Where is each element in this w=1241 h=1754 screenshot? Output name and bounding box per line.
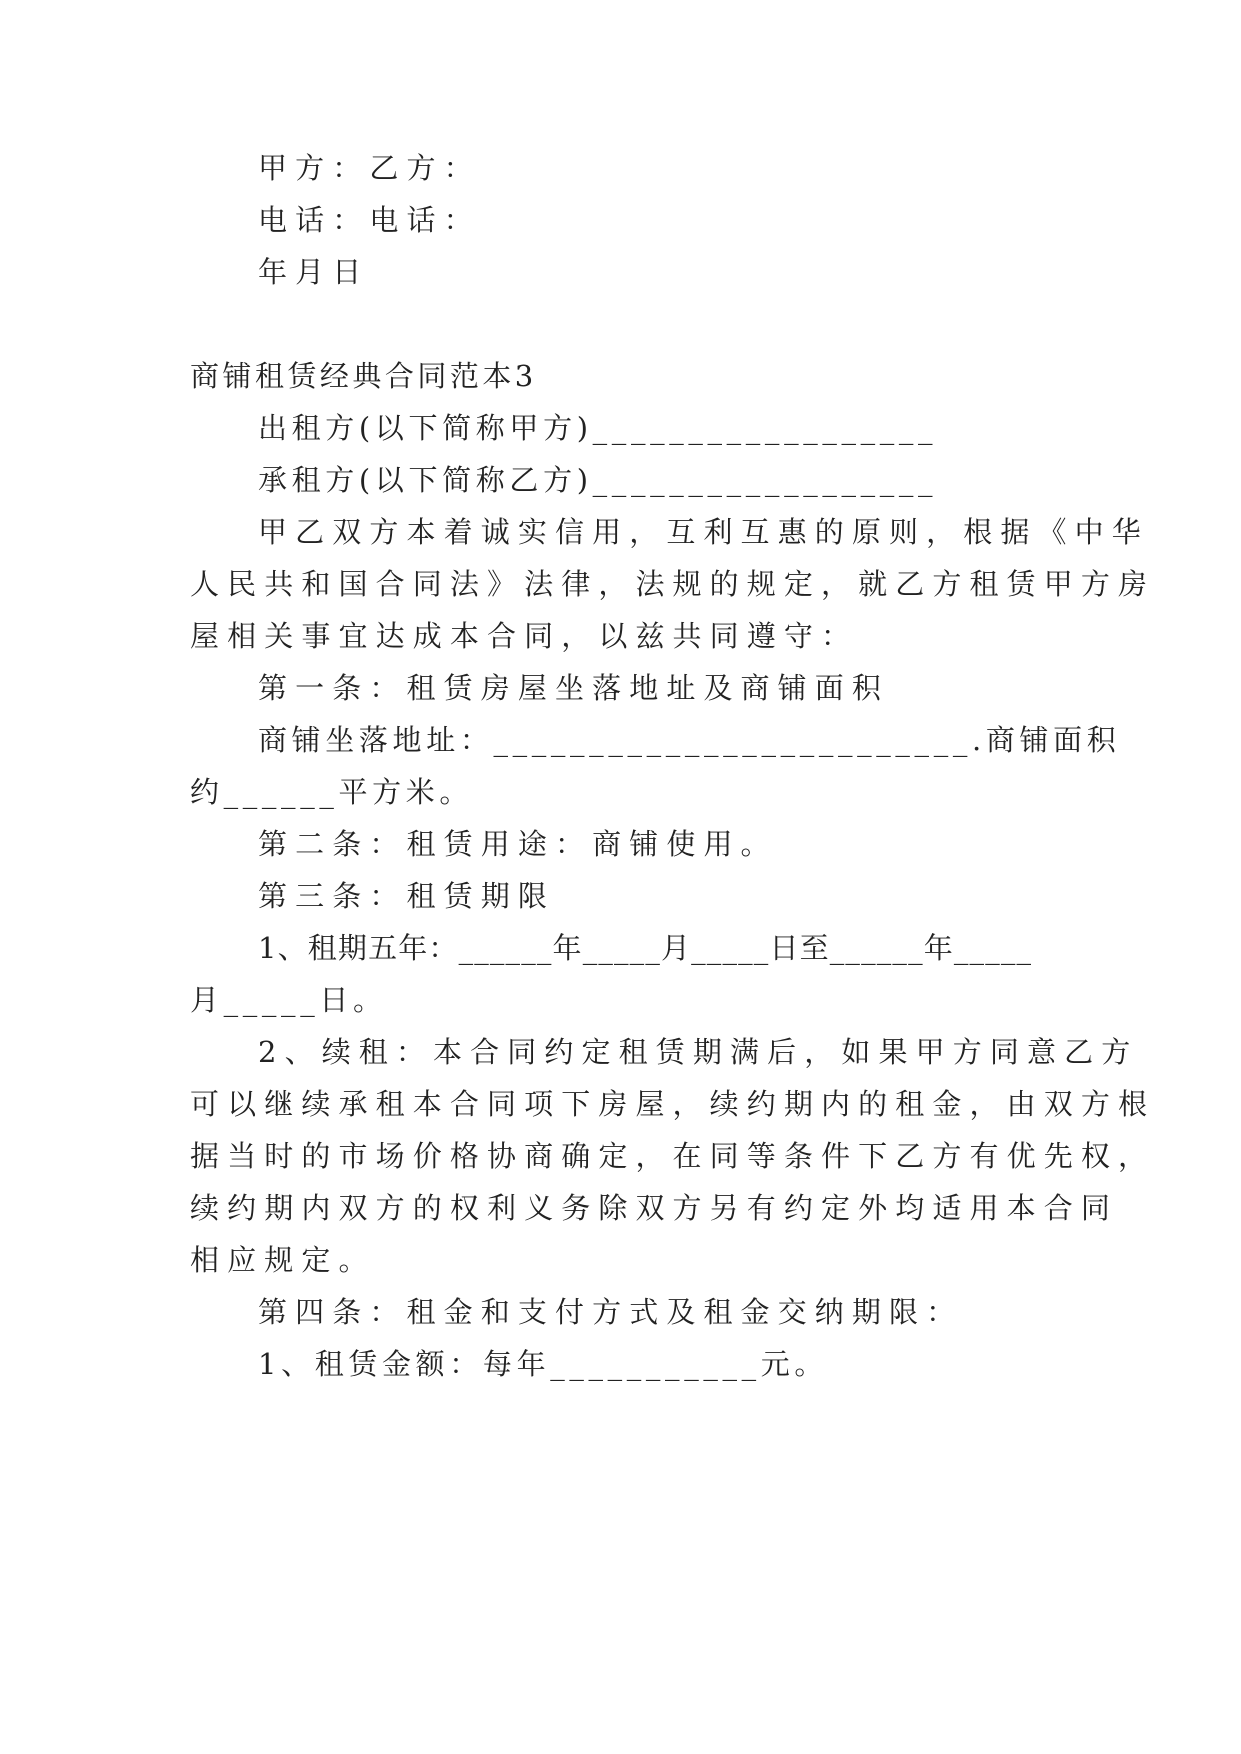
article-2: 第二条：租赁用途：商铺使用。 [258, 827, 778, 861]
preamble-line-2: 人民共和国合同法》法律，法规的规定，就乙方租赁甲方房 [190, 567, 1156, 601]
article-3-item-2-line-5: 相应规定。 [190, 1243, 376, 1277]
preamble-line-3: 屋相关事宜达成本合同，以兹共同遵守： [190, 619, 859, 653]
article-3-item-2-line-3: 据当时的市场价格协商确定，在同等条件下乙方有优先权， [190, 1139, 1156, 1173]
article-3-item-2-line-1: 2、续租：本合同约定租赁期满后，如果甲方同意乙方 [258, 1035, 1139, 1069]
preamble-line-1: 甲乙双方本着诚实信用，互利互惠的原则，根据《中华 [258, 515, 1149, 549]
article-1-heading: 第一条：租赁房屋坐落地址及商铺面积 [258, 671, 890, 705]
article-3-item-1-line-1: 1、租期五年：______年_____月_____日至______年_____ [258, 931, 1033, 965]
signature-parties: 甲方：乙方： [258, 151, 481, 185]
article-3-item-1-line-2: 月_____日。 [190, 983, 387, 1017]
signature-phones: 电话：电话： [258, 203, 481, 237]
article-4-heading: 第四条：租金和支付方式及租金交纳期限： [258, 1295, 964, 1329]
article-3-item-2-line-2: 可以继续承租本合同项下房屋，续约期内的租金，由双方根 [190, 1087, 1156, 1121]
contract-title: 商铺租赁经典合同范本3 [190, 359, 537, 393]
lessor-line: 出租方(以下简称甲方)__________________ [258, 411, 938, 445]
article-1-text-1: 商铺坐落地址：_________________________.商铺面积 [258, 723, 1121, 757]
article-4-item-1: 1、租赁金额：每年___________元。 [258, 1347, 829, 1381]
lessee-line: 承租方(以下简称乙方)__________________ [258, 463, 938, 497]
article-1-text-2: 约______平方米。 [190, 775, 474, 809]
article-3-heading: 第三条：租赁期限 [258, 879, 555, 913]
article-3-item-2-line-4: 续约期内双方的权利义务除双方另有约定外均适用本合同 [190, 1191, 1119, 1225]
signature-date: 年月日 [258, 255, 370, 289]
